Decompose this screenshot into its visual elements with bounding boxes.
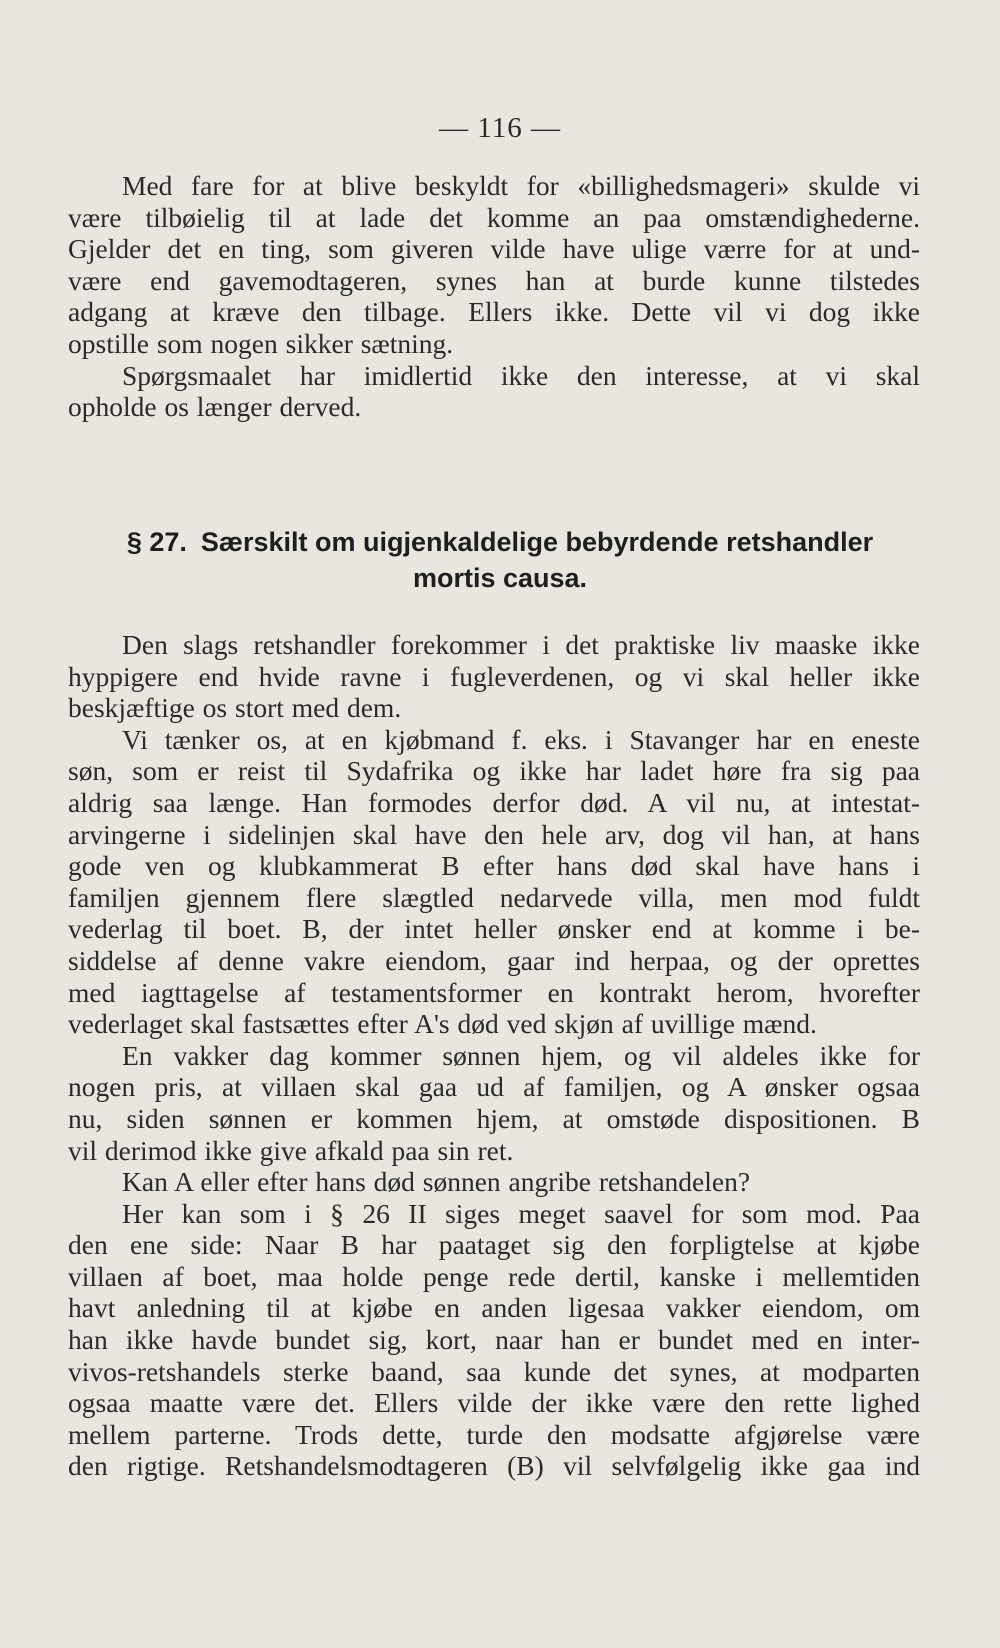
text-line: vil derimod ikke give afkald paa sin ret. — [68, 1134, 514, 1166]
text-line: opstille som nogen sikker sætning. — [68, 327, 454, 359]
section-heading — [0, 524, 1000, 596]
text-line: nogen pris, at villaen skal gaa ud af familjen, og A ønsker ogsaa — [68, 1071, 920, 1103]
text-line: opholde os længer derved. — [68, 391, 362, 423]
text-line: ogsaa maatte være det. Ellers vilde der ikke være den rette lighed — [68, 1387, 920, 1419]
text-line: hyppigere end hvide ravne i fugleverdenen, og vi skal heller ikke — [68, 660, 920, 692]
paragraph-block-intro — [68, 170, 920, 423]
section-title-line2: mortis causa. — [412, 563, 588, 593]
text-line: vederlaget skal fastsættes efter A's død ved skjøn af uvillige mænd. — [68, 1008, 817, 1040]
section-title-line1: Særskilt om uigjenkaldelige bebyrdende retshandler — [200, 527, 874, 557]
text-line: beskjæftige os stort med dem. — [68, 692, 402, 724]
text-line: Den slags retshandler forekommer i det praktiske liv maaske ikke — [122, 629, 920, 660]
text-line: søn, som er reist til Sydafrika og ikke har ladet høre fra sig paa — [68, 755, 920, 787]
text-line: han ikke havde bundet sig, kort, naar han er bundet med en inter- — [68, 1324, 920, 1356]
text-line: siddelse af denne vakre eiendom, gaar ind herpaa, og der oprettes — [68, 944, 920, 976]
text-line: vivos-retshandels sterke baand, saa kunde det synes, at modparten — [68, 1355, 920, 1387]
text-line: Her kan som i § 26 II siges meget saavel for som mod. Paa — [122, 1197, 920, 1229]
text-line: være tilbøielig til at lade det komme an paa omstændighederne. — [68, 201, 920, 233]
text-line: havt anledning til at kjøbe en anden ligesaa vakker eiendom, om — [68, 1292, 920, 1324]
text-line: Spørgsmaalet har imidlertid ikke den interesse, at vi skal — [122, 359, 920, 391]
text-line: den ene side: Naar B har paataget sig den forpligtelse at kjøbe — [68, 1229, 920, 1261]
page-number: — 116 — — [439, 112, 561, 144]
text-line: den rigtige. Retshandelsmodtageren (B) vil selvfølgelig ikke gaa ind — [68, 1450, 920, 1482]
text-line: adgang at kræve den tilbage. Ellers ikke. Dette vil vi dog ikke — [68, 296, 920, 328]
text-line: være end gavemodtageren, synes han at burde kunne tilstedes — [68, 264, 920, 296]
text-line: med iagttagelse af testamentsformer en kontrakt herom, hvorefter — [68, 976, 920, 1008]
text-line: gode ven og klubkammerat B efter hans død skal have hans i — [68, 850, 920, 882]
paragraph-block-section-27 — [68, 629, 920, 1482]
text-line: vederlag til boet. B, der intet heller ønsker end at komme i be- — [68, 913, 920, 945]
text-line: Med fare for at blive beskyldt for «billighedsmageri» skulde vi — [122, 170, 920, 201]
text-line: arvingerne i sidelinjen skal have den hele arv, dog vil han, at hans — [68, 818, 920, 850]
text-line: Vi tænker os, at en kjøbmand f. eks. i Stavanger har en eneste — [122, 723, 920, 755]
text-line: nu, siden sønnen er kommen hjem, at omstøde dispositionen. B — [68, 1102, 920, 1134]
text-line: aldrig saa længe. Han formodes derfor død. A vil nu, at intestat- — [68, 786, 920, 818]
section-number: § 27. — [126, 527, 187, 557]
text-line: villaen af boet, maa holde penge rede dertil, kanske i mellemtiden — [68, 1260, 920, 1292]
text-line: Kan A eller efter hans død sønnen angribe retshandelen? — [122, 1166, 751, 1198]
text-line: familjen gjennem flere slægtled nedarvede villa, men mod fuldt — [68, 881, 920, 913]
text-line: mellem parterne. Trods dette, turde den modsatte afgjørelse være — [68, 1418, 920, 1450]
text-line: En vakker dag kommer sønnen hjem, og vil aldeles ikke for — [122, 1039, 920, 1071]
text-line: Gjelder det en ting, som giveren vilde have ulige værre for at und- — [68, 233, 920, 265]
